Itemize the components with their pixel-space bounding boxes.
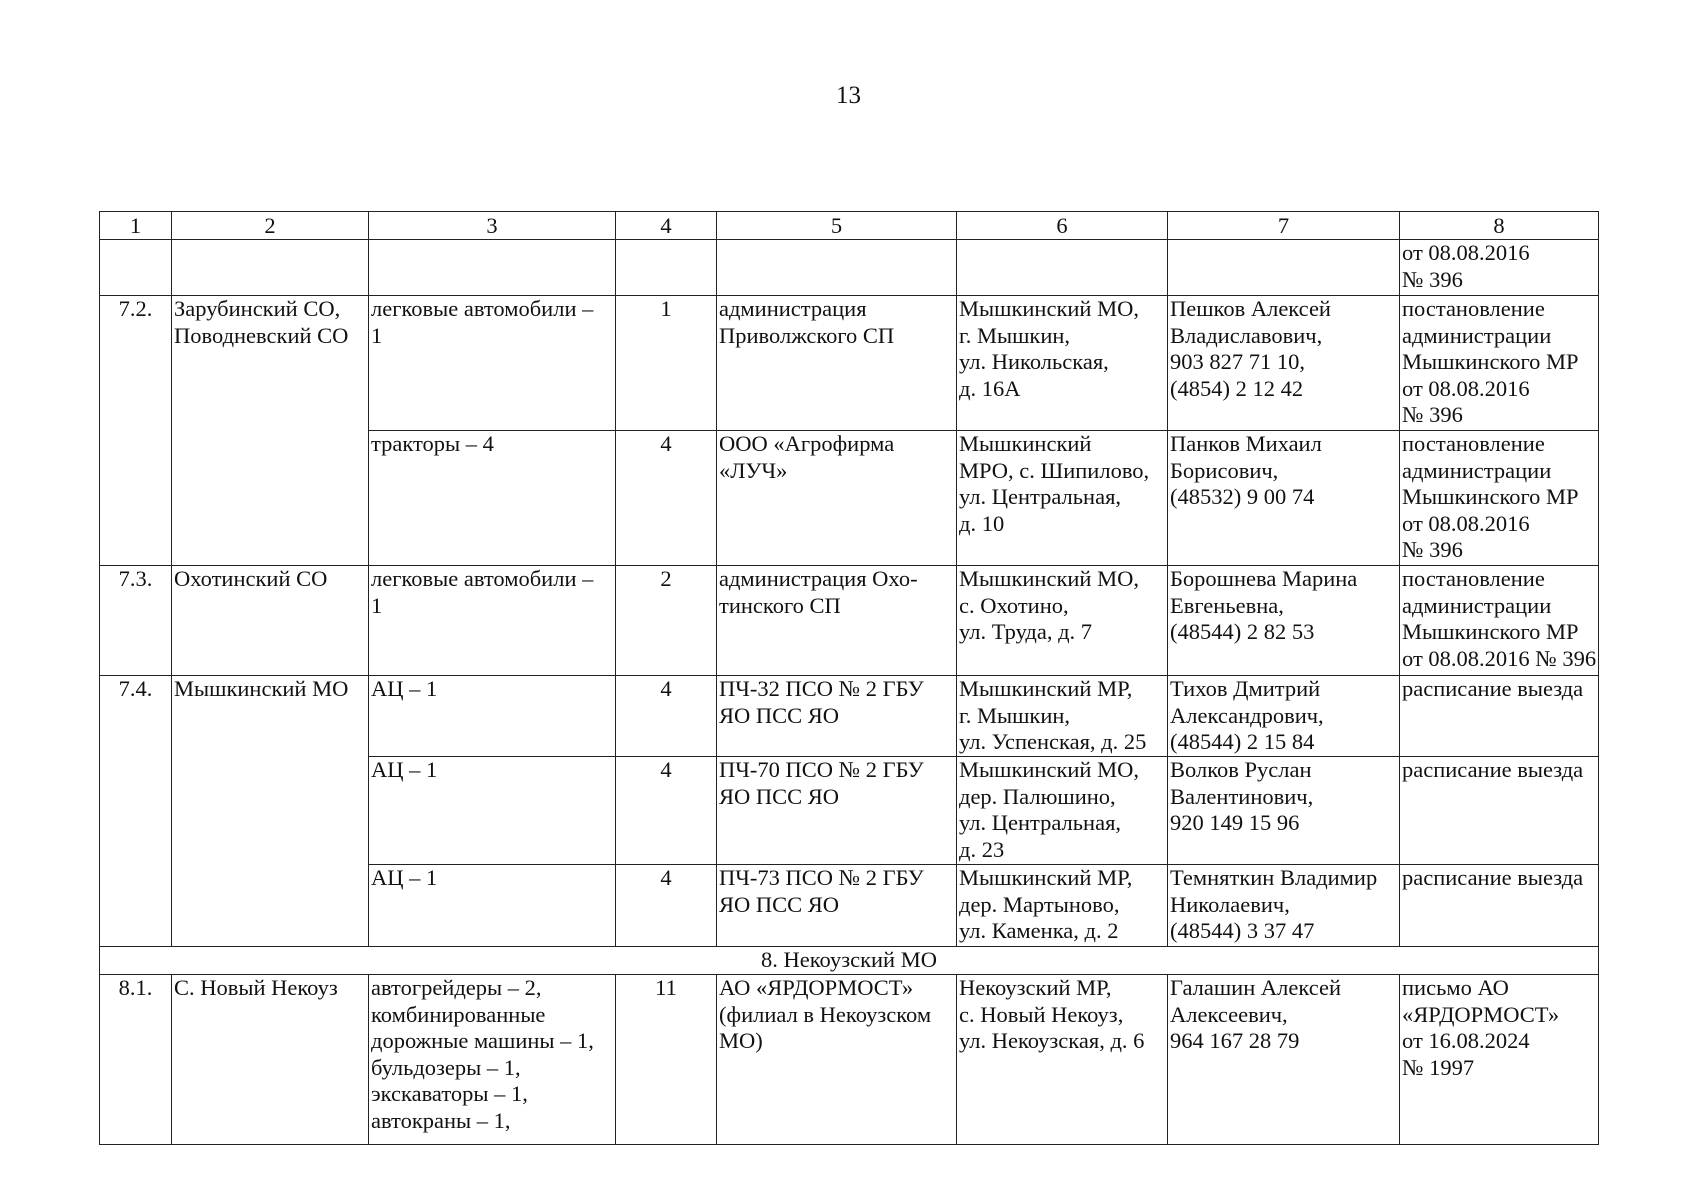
header-cell: 8 (1400, 212, 1599, 240)
count-cell: 1 (616, 296, 717, 431)
vehicles-cell: автогрейдеры – 2, комбинированные дорожные машины – 1, бульдозеры – 1, экскаваторы – 1, автокраны – 1, (369, 975, 616, 1145)
row-number: 7.4. (100, 676, 172, 947)
basis-cell: постановление администрации Мышкинского МР от 08.08.2016 № 396 (1400, 296, 1599, 431)
owner-cell: ПЧ-70 ПСО № 2 ГБУ ЯО ПСС ЯО (717, 757, 957, 865)
header-cell: 7 (1168, 212, 1400, 240)
basis-cell: постановление администрации Мышкинского МР от 08.08.2016 № 396 (1400, 566, 1599, 676)
row-number: 7.3. (100, 566, 172, 676)
owner-cell: администрация Охо- тинского СП (717, 566, 957, 676)
row-number: 7.2. (100, 296, 172, 566)
header-cell: 2 (172, 212, 369, 240)
page-number: 13 (836, 82, 861, 109)
basis-cell: расписание выезда (1400, 865, 1599, 947)
address-cell: Мышкинский МО, с. Охотино, ул. Труда, д. 7 (957, 566, 1168, 676)
count-cell: 4 (616, 757, 717, 865)
count-cell: 11 (616, 975, 717, 1145)
table-row (100, 296, 1599, 431)
owner-cell: ПЧ-32 ПСО № 2 ГБУ ЯО ПСС ЯО (717, 676, 957, 757)
contact-cell: Борошнева Марина Евгеньевна, (48544) 2 82 53 (1168, 566, 1400, 676)
table-cell (1168, 240, 1400, 296)
vehicles-cell: легковые автомобили – 1 (369, 566, 616, 676)
table-row (100, 676, 1599, 757)
address-cell: Некоузский МР, с. Новый Некоуз, ул. Некоузская, д. 6 (957, 975, 1168, 1145)
contact-cell: Панков Михаил Борисович, (48532) 9 00 74 (1168, 431, 1400, 566)
vehicles-table (99, 211, 1599, 1145)
count-cell: 4 (616, 676, 717, 757)
table-cell (100, 240, 172, 296)
owner-cell: администрация Приволжского СП (717, 296, 957, 431)
contact-cell: Волков Руслан Валентинович, 920 149 15 96 (1168, 757, 1400, 865)
basis-cell: расписание выезда (1400, 757, 1599, 865)
count-cell: 4 (616, 865, 717, 947)
owner-cell: ПЧ-73 ПСО № 2 ГБУ ЯО ПСС ЯО (717, 865, 957, 947)
address-cell: Мышкинский МО, дер. Палюшино, ул. Центральная, д. 23 (957, 757, 1168, 865)
header-cell: 1 (100, 212, 172, 240)
table-cell: от 08.08.2016 № 396 (1400, 240, 1599, 296)
table-header-row (100, 212, 1599, 240)
header-cell: 6 (957, 212, 1168, 240)
contact-cell: Галашин Алексей Алексеевич, 964 167 28 79 (1168, 975, 1400, 1145)
table-cell (957, 240, 1168, 296)
vehicles-cell: АЦ – 1 (369, 757, 616, 865)
address-cell: Мышкинский МРО, с. Шипилово, ул. Центральная, д. 10 (957, 431, 1168, 566)
header-cell: 4 (616, 212, 717, 240)
section-title: 8. Некоузский МО (100, 947, 1599, 975)
table-row (100, 566, 1599, 676)
vehicles-cell: АЦ – 1 (369, 676, 616, 757)
table-cell (616, 240, 717, 296)
count-cell: 4 (616, 431, 717, 566)
count-cell: 2 (616, 566, 717, 676)
header-cell: 5 (717, 212, 957, 240)
basis-cell: письмо АО «ЯРДОРМОСТ» от 16.08.2024 № 1997 (1400, 975, 1599, 1145)
address-cell: Мышкинский МО, г. Мышкин, ул. Никольская, д. 16А (957, 296, 1168, 431)
table-cell (369, 240, 616, 296)
owner-cell: АО «ЯРДОРМОСТ» (филиал в Некоузском МО) (717, 975, 957, 1145)
section-row (100, 947, 1599, 975)
basis-cell: расписание выезда (1400, 676, 1599, 757)
area-cell: С. Новый Некоуз (172, 975, 369, 1145)
contact-cell: Темняткин Владимир Николаевич, (48544) 3 37 47 (1168, 865, 1400, 947)
basis-cell: постановление администрации Мышкинского МР от 08.08.2016 № 396 (1400, 431, 1599, 566)
vehicles-cell: легковые автомобили – 1 (369, 296, 616, 431)
table-cell (717, 240, 957, 296)
header-cell: 3 (369, 212, 616, 240)
row-number: 8.1. (100, 975, 172, 1145)
address-cell: Мышкинский МР, г. Мышкин, ул. Успенская, д. 25 (957, 676, 1168, 757)
owner-cell: ООО «Агрофирма «ЛУЧ» (717, 431, 957, 566)
address-cell: Мышкинский МР, дер. Мартыново, ул. Каменка, д. 2 (957, 865, 1168, 947)
table-cell (172, 240, 369, 296)
area-cell: Мышкинский МО (172, 676, 369, 947)
area-cell: Зарубинский СО, Поводневский СО (172, 296, 369, 566)
contact-cell: Пешков Алексей Владиславович, 903 827 71 10, (4854) 2 12 42 (1168, 296, 1400, 431)
vehicles-cell: АЦ – 1 (369, 865, 616, 947)
table-row (100, 240, 1599, 296)
area-cell: Охотинский СО (172, 566, 369, 676)
vehicles-cell: тракторы – 4 (369, 431, 616, 566)
contact-cell: Тихов Дмитрий Александрович, (48544) 2 15 84 (1168, 676, 1400, 757)
table-row (100, 975, 1599, 1145)
